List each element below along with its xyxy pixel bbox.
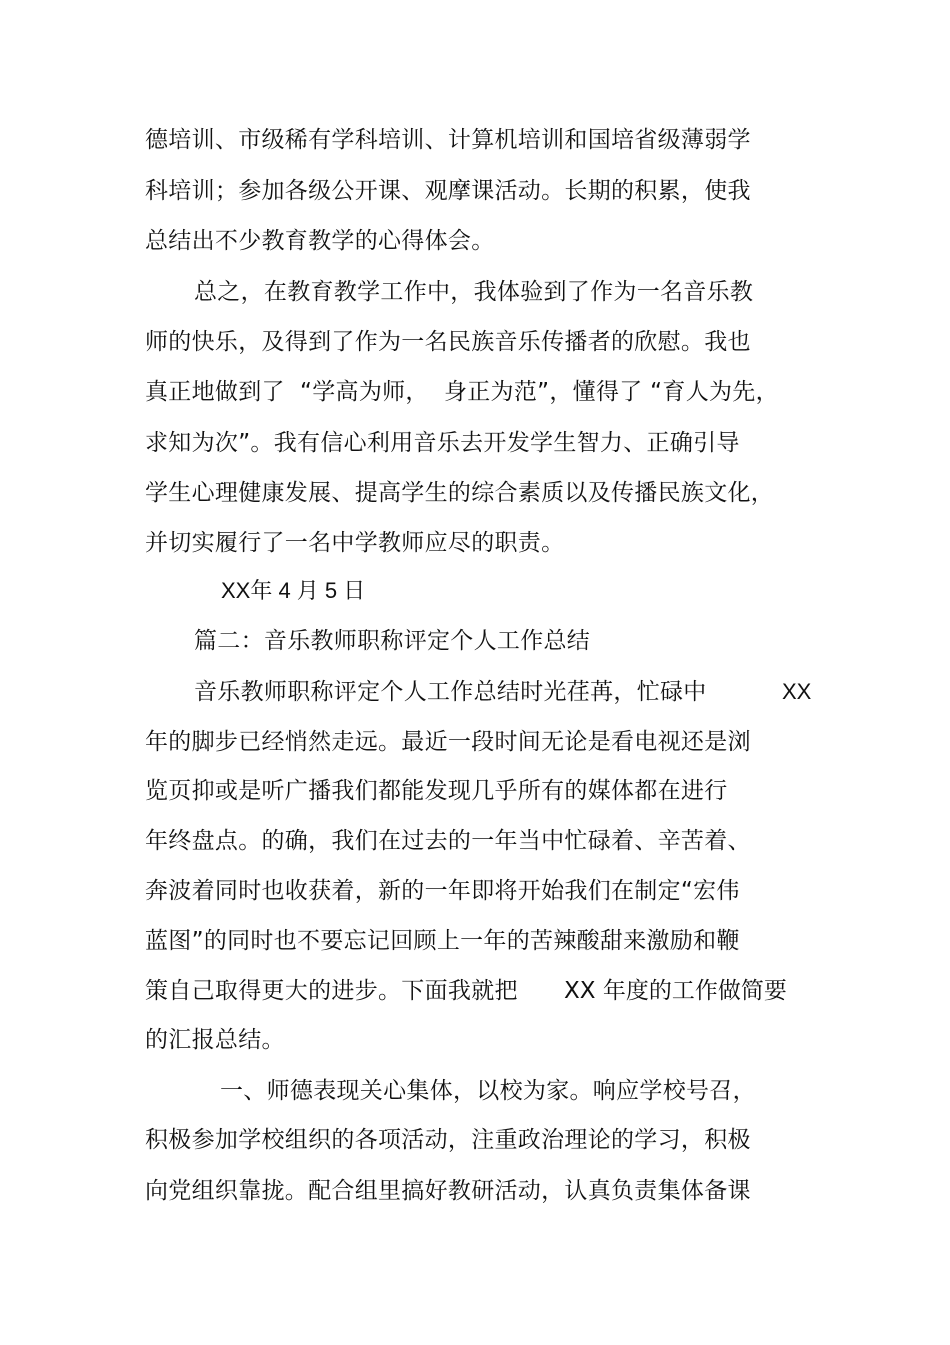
text-line: 音乐教师职称评定个人工作总结时光荏苒，忙碌中 xyxy=(194,679,707,705)
text-line: 蓝图”的同时也不要忘记回顾上一年的苦辣酸甜来激励和鞭 xyxy=(145,928,740,954)
text-line: 年的脚步已经悄然走远。最近一段时间无论是看电视还是浏 xyxy=(145,729,751,755)
text-line: 真正地做到了 “学高为师， 身正为范”，懂得了 “育人为先， xyxy=(145,379,779,405)
text-line: 览页抑或是听广播我们都能发现几乎所有的媒体都在进行 xyxy=(145,778,728,804)
text-line: 奔波着同时也收获着，新的一年即将开始我们在制定“宏伟 xyxy=(145,878,740,904)
text-line: 一、师德表现关心集体，以校为家。响应学校号召， xyxy=(220,1078,756,1104)
text-line: 向党组织靠拢。配合组里搞好教研活动，认真负责集体备课 xyxy=(145,1178,751,1204)
text-line: 总之，在教育教学工作中，我体验到了作为一名音乐教 xyxy=(194,279,754,305)
text-line: 师的快乐，及得到了作为一名民族音乐传播者的欣慰。我也 xyxy=(145,329,751,355)
text-line: 求知为次”。我有信心利用音乐去开发学生智力、正确引导 xyxy=(145,430,740,456)
text-line: 总结出不少教育教学的心得体会。 xyxy=(145,228,495,254)
text-line-fragment: XX xyxy=(782,679,812,704)
text-line: 德培训、市级稀有学科培训、计算机培训和国培省级薄弱学 xyxy=(145,127,751,153)
text-line: 策自己取得更大的进步。下面我就把 xyxy=(145,978,518,1004)
text-line-fragment: XX 年度的工作做简要 xyxy=(564,978,787,1004)
text-line: 年终盘点。的确，我们在过去的一年当中忙碌着、辛苦着、 xyxy=(145,828,751,854)
text-line: 科培训；参加各级公开课、观摩课活动。长期的积累，使我 xyxy=(145,178,751,204)
text-line: 学生心理健康发展、提高学生的综合素质以及传播民族文化， xyxy=(145,480,775,506)
text-line: 并切实履行了一名中学教师应尽的职责。 xyxy=(145,530,565,556)
section-heading: 篇二：音乐教师职称评定个人工作总结 xyxy=(194,628,591,654)
text-line: 积极参加学校组织的各项活动，注重政治理论的学习，积极 xyxy=(145,1127,751,1153)
date-line: XX年 4 月 5 日 xyxy=(221,578,366,603)
text-line: 的汇报总结。 xyxy=(145,1027,285,1053)
